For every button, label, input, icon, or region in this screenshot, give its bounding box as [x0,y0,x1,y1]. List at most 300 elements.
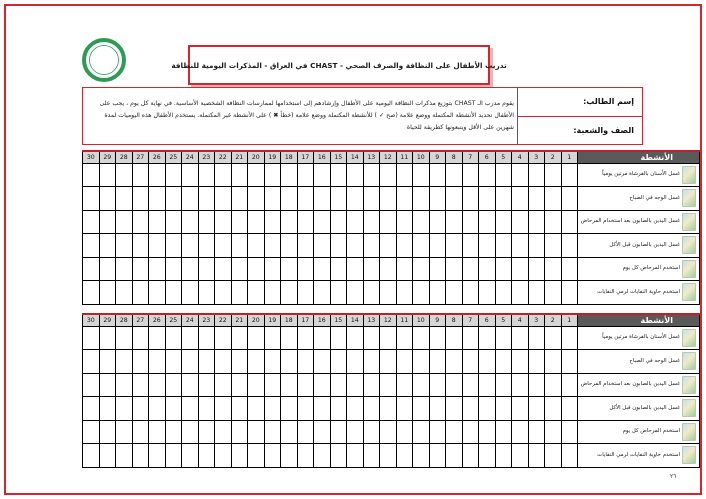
check-cell[interactable] [528,281,545,305]
check-cell[interactable] [182,281,199,305]
check-cell[interactable] [182,210,199,234]
check-cell[interactable] [429,187,446,211]
check-cell[interactable] [528,326,545,350]
check-cell[interactable] [248,350,265,374]
check-cell[interactable] [413,187,430,211]
check-cell[interactable] [363,210,380,234]
check-cell[interactable] [99,420,116,444]
check-cell[interactable] [198,373,215,397]
check-cell[interactable] [182,397,199,421]
check-cell[interactable] [215,281,232,305]
check-cell[interactable] [198,420,215,444]
check-cell[interactable] [429,397,446,421]
check-cell[interactable] [561,257,578,281]
check-cell[interactable] [83,397,100,421]
check-cell[interactable] [231,444,248,468]
check-cell[interactable] [297,257,314,281]
check-cell[interactable] [231,397,248,421]
check-cell[interactable] [545,234,562,258]
check-cell[interactable] [314,210,331,234]
check-cell[interactable] [561,326,578,350]
check-cell[interactable] [83,234,100,258]
check-cell[interactable] [413,257,430,281]
check-cell[interactable] [495,420,512,444]
check-cell[interactable] [182,326,199,350]
check-cell[interactable] [248,326,265,350]
check-cell[interactable] [347,373,364,397]
check-cell[interactable] [545,326,562,350]
check-cell[interactable] [198,257,215,281]
check-cell[interactable] [99,350,116,374]
check-cell[interactable] [380,187,397,211]
check-cell[interactable] [116,257,133,281]
check-cell[interactable] [380,350,397,374]
check-cell[interactable] [116,210,133,234]
check-cell[interactable] [479,281,496,305]
check-cell[interactable] [396,187,413,211]
check-cell[interactable] [132,257,149,281]
check-cell[interactable] [462,234,479,258]
check-cell[interactable] [446,281,463,305]
check-cell[interactable] [446,257,463,281]
check-cell[interactable] [413,210,430,234]
check-cell[interactable] [363,187,380,211]
check-cell[interactable] [297,350,314,374]
check-cell[interactable] [281,281,298,305]
check-cell[interactable] [165,326,182,350]
check-cell[interactable] [198,444,215,468]
check-cell[interactable] [330,163,347,187]
check-cell[interactable] [380,397,397,421]
check-cell[interactable] [132,326,149,350]
check-cell[interactable] [561,210,578,234]
check-cell[interactable] [347,326,364,350]
check-cell[interactable] [99,373,116,397]
check-cell[interactable] [215,163,232,187]
check-cell[interactable] [479,187,496,211]
check-cell[interactable] [512,397,529,421]
check-cell[interactable] [165,187,182,211]
check-cell[interactable] [495,373,512,397]
check-cell[interactable] [545,163,562,187]
check-cell[interactable] [116,326,133,350]
check-cell[interactable] [396,326,413,350]
check-cell[interactable] [149,257,166,281]
check-cell[interactable] [479,350,496,374]
check-cell[interactable] [182,257,199,281]
check-cell[interactable] [347,187,364,211]
check-cell[interactable] [264,373,281,397]
check-cell[interactable] [495,187,512,211]
check-cell[interactable] [116,397,133,421]
check-cell[interactable] [314,444,331,468]
check-cell[interactable] [429,420,446,444]
check-cell[interactable] [561,187,578,211]
check-cell[interactable] [479,420,496,444]
check-cell[interactable] [561,420,578,444]
check-cell[interactable] [380,234,397,258]
check-cell[interactable] [446,187,463,211]
check-cell[interactable] [462,373,479,397]
check-cell[interactable] [314,257,331,281]
check-cell[interactable] [132,350,149,374]
check-cell[interactable] [446,234,463,258]
check-cell[interactable] [132,234,149,258]
check-cell[interactable] [512,234,529,258]
check-cell[interactable] [182,373,199,397]
check-cell[interactable] [462,210,479,234]
check-cell[interactable] [479,373,496,397]
check-cell[interactable] [561,350,578,374]
check-cell[interactable] [215,420,232,444]
check-cell[interactable] [380,373,397,397]
check-cell[interactable] [545,397,562,421]
check-cell[interactable] [462,444,479,468]
check-cell[interactable] [99,281,116,305]
check-cell[interactable] [363,234,380,258]
check-cell[interactable] [347,397,364,421]
check-cell[interactable] [215,257,232,281]
check-cell[interactable] [380,210,397,234]
check-cell[interactable] [297,163,314,187]
check-cell[interactable] [198,163,215,187]
check-cell[interactable] [347,444,364,468]
check-cell[interactable] [248,187,265,211]
check-cell[interactable] [231,187,248,211]
check-cell[interactable] [396,420,413,444]
check-cell[interactable] [165,163,182,187]
check-cell[interactable] [347,234,364,258]
check-cell[interactable] [462,326,479,350]
check-cell[interactable] [512,420,529,444]
check-cell[interactable] [248,373,265,397]
check-cell[interactable] [99,257,116,281]
check-cell[interactable] [479,210,496,234]
check-cell[interactable] [132,210,149,234]
check-cell[interactable] [528,350,545,374]
check-cell[interactable] [347,257,364,281]
check-cell[interactable] [396,397,413,421]
check-cell[interactable] [363,373,380,397]
check-cell[interactable] [429,234,446,258]
check-cell[interactable] [413,163,430,187]
check-cell[interactable] [231,420,248,444]
check-cell[interactable] [165,257,182,281]
grade-section-field[interactable]: الصف والشعبة: [518,116,643,145]
check-cell[interactable] [380,444,397,468]
check-cell[interactable] [231,281,248,305]
check-cell[interactable] [83,281,100,305]
check-cell[interactable] [198,397,215,421]
check-cell[interactable] [116,281,133,305]
check-cell[interactable] [248,444,265,468]
check-cell[interactable] [380,257,397,281]
check-cell[interactable] [462,187,479,211]
check-cell[interactable] [545,281,562,305]
check-cell[interactable] [165,373,182,397]
check-cell[interactable] [330,397,347,421]
check-cell[interactable] [281,444,298,468]
check-cell[interactable] [512,326,529,350]
check-cell[interactable] [116,163,133,187]
check-cell[interactable] [462,420,479,444]
check-cell[interactable] [528,234,545,258]
check-cell[interactable] [330,420,347,444]
check-cell[interactable] [248,257,265,281]
check-cell[interactable] [215,326,232,350]
check-cell[interactable] [215,187,232,211]
check-cell[interactable] [561,444,578,468]
check-cell[interactable] [413,234,430,258]
check-cell[interactable] [83,350,100,374]
check-cell[interactable] [248,397,265,421]
check-cell[interactable] [479,257,496,281]
check-cell[interactable] [413,281,430,305]
check-cell[interactable] [149,163,166,187]
check-cell[interactable] [83,326,100,350]
check-cell[interactable] [297,326,314,350]
check-cell[interactable] [561,281,578,305]
check-cell[interactable] [512,163,529,187]
check-cell[interactable] [429,210,446,234]
check-cell[interactable] [347,281,364,305]
check-cell[interactable] [429,257,446,281]
check-cell[interactable] [198,326,215,350]
check-cell[interactable] [264,326,281,350]
check-cell[interactable] [83,210,100,234]
check-cell[interactable] [231,373,248,397]
check-cell[interactable] [330,257,347,281]
check-cell[interactable] [330,444,347,468]
check-cell[interactable] [264,444,281,468]
check-cell[interactable] [495,397,512,421]
check-cell[interactable] [446,326,463,350]
check-cell[interactable] [182,350,199,374]
check-cell[interactable] [281,234,298,258]
check-cell[interactable] [83,420,100,444]
check-cell[interactable] [132,187,149,211]
check-cell[interactable] [446,420,463,444]
check-cell[interactable] [99,187,116,211]
check-cell[interactable] [83,444,100,468]
check-cell[interactable] [528,373,545,397]
check-cell[interactable] [512,257,529,281]
check-cell[interactable] [264,350,281,374]
check-cell[interactable] [149,397,166,421]
check-cell[interactable] [396,350,413,374]
check-cell[interactable] [495,163,512,187]
check-cell[interactable] [281,257,298,281]
check-cell[interactable] [215,373,232,397]
check-cell[interactable] [545,350,562,374]
check-cell[interactable] [413,444,430,468]
check-cell[interactable] [165,210,182,234]
check-cell[interactable] [231,210,248,234]
check-cell[interactable] [83,187,100,211]
check-cell[interactable] [462,397,479,421]
check-cell[interactable] [231,350,248,374]
check-cell[interactable] [116,187,133,211]
check-cell[interactable] [512,350,529,374]
check-cell[interactable] [248,281,265,305]
check-cell[interactable] [264,257,281,281]
check-cell[interactable] [528,420,545,444]
check-cell[interactable] [545,187,562,211]
check-cell[interactable] [330,373,347,397]
check-cell[interactable] [462,350,479,374]
check-cell[interactable] [380,281,397,305]
check-cell[interactable] [446,163,463,187]
check-cell[interactable] [182,163,199,187]
check-cell[interactable] [446,350,463,374]
student-name-field[interactable]: إسم الطالب: [518,88,643,117]
check-cell[interactable] [380,163,397,187]
check-cell[interactable] [83,373,100,397]
check-cell[interactable] [545,420,562,444]
check-cell[interactable] [264,187,281,211]
check-cell[interactable] [479,397,496,421]
check-cell[interactable] [479,234,496,258]
check-cell[interactable] [363,350,380,374]
check-cell[interactable] [281,187,298,211]
check-cell[interactable] [165,397,182,421]
check-cell[interactable] [462,163,479,187]
check-cell[interactable] [165,350,182,374]
check-cell[interactable] [231,326,248,350]
check-cell[interactable] [215,210,232,234]
check-cell[interactable] [281,420,298,444]
check-cell[interactable] [495,210,512,234]
check-cell[interactable] [446,373,463,397]
check-cell[interactable] [132,397,149,421]
check-cell[interactable] [297,444,314,468]
check-cell[interactable] [149,350,166,374]
check-cell[interactable] [479,444,496,468]
check-cell[interactable] [149,210,166,234]
check-cell[interactable] [462,257,479,281]
check-cell[interactable] [545,210,562,234]
check-cell[interactable] [182,420,199,444]
check-cell[interactable] [462,281,479,305]
check-cell[interactable] [264,420,281,444]
check-cell[interactable] [281,373,298,397]
check-cell[interactable] [264,281,281,305]
check-cell[interactable] [165,234,182,258]
check-cell[interactable] [314,373,331,397]
check-cell[interactable] [116,420,133,444]
check-cell[interactable] [99,234,116,258]
check-cell[interactable] [248,210,265,234]
check-cell[interactable] [479,163,496,187]
check-cell[interactable] [297,187,314,211]
check-cell[interactable] [314,163,331,187]
check-cell[interactable] [83,257,100,281]
check-cell[interactable] [396,281,413,305]
check-cell[interactable] [363,163,380,187]
check-cell[interactable] [561,397,578,421]
check-cell[interactable] [248,234,265,258]
check-cell[interactable] [495,350,512,374]
check-cell[interactable] [182,234,199,258]
check-cell[interactable] [314,187,331,211]
check-cell[interactable] [132,444,149,468]
check-cell[interactable] [215,234,232,258]
check-cell[interactable] [330,281,347,305]
check-cell[interactable] [116,350,133,374]
check-cell[interactable] [281,350,298,374]
check-cell[interactable] [380,326,397,350]
check-cell[interactable] [149,326,166,350]
check-cell[interactable] [116,444,133,468]
check-cell[interactable] [545,257,562,281]
check-cell[interactable] [413,350,430,374]
check-cell[interactable] [231,234,248,258]
check-cell[interactable] [380,420,397,444]
check-cell[interactable] [561,234,578,258]
check-cell[interactable] [396,163,413,187]
check-cell[interactable] [149,444,166,468]
check-cell[interactable] [231,257,248,281]
check-cell[interactable] [132,281,149,305]
check-cell[interactable] [429,163,446,187]
check-cell[interactable] [347,350,364,374]
check-cell[interactable] [297,397,314,421]
check-cell[interactable] [116,373,133,397]
check-cell[interactable] [429,444,446,468]
check-cell[interactable] [149,420,166,444]
check-cell[interactable] [314,420,331,444]
check-cell[interactable] [330,210,347,234]
check-cell[interactable] [198,187,215,211]
check-cell[interactable] [264,234,281,258]
check-cell[interactable] [528,210,545,234]
check-cell[interactable] [495,281,512,305]
check-cell[interactable] [545,444,562,468]
check-cell[interactable] [198,210,215,234]
check-cell[interactable] [363,444,380,468]
check-cell[interactable] [198,281,215,305]
check-cell[interactable] [330,350,347,374]
check-cell[interactable] [83,163,100,187]
check-cell[interactable] [314,397,331,421]
check-cell[interactable] [149,281,166,305]
check-cell[interactable] [528,397,545,421]
check-cell[interactable] [512,210,529,234]
check-cell[interactable] [479,326,496,350]
check-cell[interactable] [264,163,281,187]
check-cell[interactable] [512,187,529,211]
check-cell[interactable] [149,187,166,211]
check-cell[interactable] [99,397,116,421]
check-cell[interactable] [198,350,215,374]
check-cell[interactable] [297,281,314,305]
check-cell[interactable] [165,420,182,444]
check-cell[interactable] [495,444,512,468]
check-cell[interactable] [396,373,413,397]
check-cell[interactable] [314,281,331,305]
check-cell[interactable] [297,234,314,258]
check-cell[interactable] [446,210,463,234]
check-cell[interactable] [512,281,529,305]
check-cell[interactable] [347,210,364,234]
check-cell[interactable] [528,187,545,211]
check-cell[interactable] [429,281,446,305]
check-cell[interactable] [132,163,149,187]
check-cell[interactable] [363,281,380,305]
check-cell[interactable] [413,420,430,444]
check-cell[interactable] [215,397,232,421]
check-cell[interactable] [396,257,413,281]
